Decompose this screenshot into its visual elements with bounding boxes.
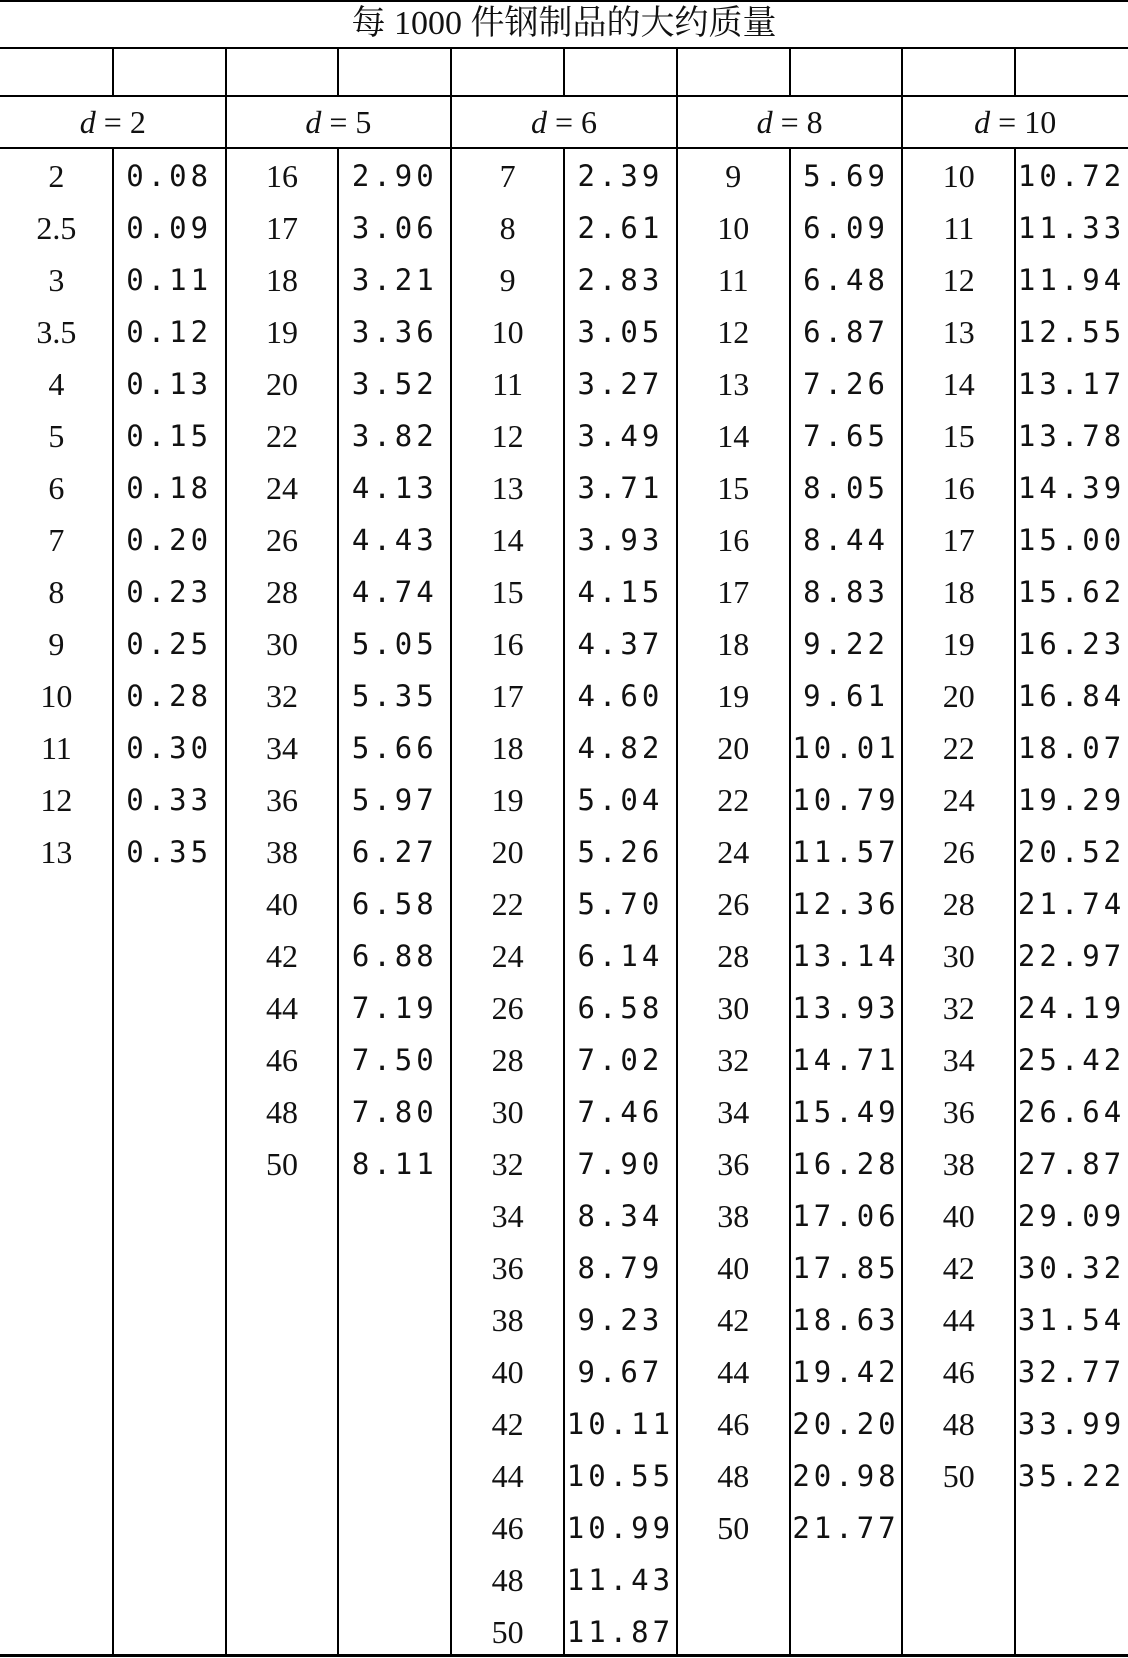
column-divider <box>112 48 114 96</box>
mass-value: 3.82 <box>351 419 438 453</box>
length-value: 10 <box>942 158 975 194</box>
mass-value: 3.52 <box>351 367 438 401</box>
mass-value: 11.33 <box>1017 211 1126 245</box>
mass-value: 6.58 <box>577 991 664 1025</box>
length-value: 13 <box>942 314 975 350</box>
length-value: 26 <box>265 522 298 558</box>
length-value: 19 <box>717 678 750 714</box>
length-value: 15 <box>942 418 975 454</box>
mass-value: 7.80 <box>351 1095 438 1129</box>
mass-value: 3.93 <box>577 523 664 557</box>
mass-value: 6.88 <box>351 939 438 973</box>
diameter-value: = 2 <box>95 104 146 140</box>
mass-value: 7.02 <box>577 1043 664 1077</box>
mass-value: 0.15 <box>126 419 213 453</box>
mass-value: 10.72 <box>1017 159 1126 193</box>
length-value: 48 <box>265 1094 298 1130</box>
length-value: 16 <box>265 158 298 194</box>
mass-value: 9.61 <box>803 679 889 713</box>
length-value: 38 <box>717 1198 750 1234</box>
mass-value: 19.42 <box>792 1355 900 1389</box>
diameter-label <box>902 96 1128 148</box>
length-value: 2 <box>48 158 65 194</box>
mass-value: 20.52 <box>1017 835 1126 869</box>
diameter-value: = 5 <box>321 104 372 140</box>
mass-value: 35.22 <box>1017 1459 1126 1493</box>
length-value: 44 <box>717 1354 750 1390</box>
mass-value: 19.29 <box>1017 783 1126 817</box>
mass-value: 5.05 <box>351 627 438 661</box>
mass-value: 13.78 <box>1017 419 1126 453</box>
mass-value: 21.74 <box>1017 887 1126 921</box>
length-value: 9 <box>725 158 742 194</box>
length-value: 12 <box>942 262 975 298</box>
length-value: 24 <box>265 470 298 506</box>
mass-value: 18.07 <box>1017 731 1126 765</box>
mass-value: 22.97 <box>1017 939 1126 973</box>
length-value: 28 <box>265 574 298 610</box>
length-value: 3 <box>48 262 65 298</box>
mass-value: 0.30 <box>126 731 213 765</box>
mass-value: 5.69 <box>803 159 889 193</box>
mass-value: 0.12 <box>126 315 213 349</box>
length-value: 38 <box>942 1146 975 1182</box>
length-value: 44 <box>942 1302 975 1338</box>
length-value: 17 <box>491 678 524 714</box>
length-value: 16 <box>717 522 750 558</box>
mass-value: 13.17 <box>1017 367 1126 401</box>
length-value: 19 <box>942 626 975 662</box>
length-value: 18 <box>717 626 750 662</box>
column-divider <box>789 48 791 96</box>
mass-value: 5.70 <box>577 887 664 921</box>
length-value: 9 <box>48 626 65 662</box>
length-value: 22 <box>265 418 298 454</box>
length-value: 46 <box>265 1042 298 1078</box>
mass-value: 20.98 <box>792 1459 900 1493</box>
mass-value: 5.35 <box>351 679 438 713</box>
mass-value: 6.09 <box>803 211 889 245</box>
mass-value: 13.14 <box>792 939 900 973</box>
mass-value: 15.00 <box>1017 523 1126 557</box>
mass-value: 2.83 <box>577 263 664 297</box>
length-value: 30 <box>717 990 750 1026</box>
length-value: 14 <box>942 366 975 402</box>
mass-value: 7.19 <box>351 991 438 1025</box>
length-value: 16 <box>942 470 975 506</box>
length-value: 34 <box>491 1198 524 1234</box>
mass-value: 7.65 <box>803 419 889 453</box>
length-value: 24 <box>491 938 524 974</box>
mass-value: 21.77 <box>792 1511 900 1545</box>
mass-value: 2.90 <box>351 159 438 193</box>
length-value: 5 <box>48 418 65 454</box>
mass-value: 10.11 <box>566 1407 675 1441</box>
diameter-symbol: d <box>530 104 547 140</box>
length-value: 12 <box>40 782 73 818</box>
mass-value: 27.87 <box>1017 1147 1126 1181</box>
length-value: 9 <box>499 262 516 298</box>
mass-value: 15.62 <box>1017 575 1126 609</box>
length-value: 13 <box>717 366 750 402</box>
mass-value: 7.26 <box>803 367 889 401</box>
mass-value: 4.82 <box>577 731 664 765</box>
mass-value: 6.87 <box>803 315 889 349</box>
length-value: 7 <box>499 158 516 194</box>
column-divider <box>337 48 339 96</box>
diameter-label <box>226 96 452 148</box>
mass-value: 33.99 <box>1017 1407 1126 1441</box>
mass-value: 4.37 <box>577 627 664 661</box>
length-value: 32 <box>717 1042 750 1078</box>
mass-value: 15.49 <box>792 1095 900 1129</box>
length-value: 16 <box>491 626 524 662</box>
mass-value: 0.18 <box>126 471 213 505</box>
mass-value: 16.23 <box>1017 627 1126 661</box>
length-value: 12 <box>491 418 524 454</box>
length-value: 10 <box>40 678 73 714</box>
mass-value: 4.15 <box>577 575 664 609</box>
length-value: 11 <box>492 366 523 402</box>
mass-value: 0.08 <box>126 159 213 193</box>
length-value: 26 <box>942 834 975 870</box>
mass-value: 26.64 <box>1017 1095 1126 1129</box>
length-value: 30 <box>942 938 975 974</box>
mass-value: 9.23 <box>577 1303 664 1337</box>
mass-value: 11.43 <box>566 1563 675 1597</box>
mass-value: 6.48 <box>803 263 889 297</box>
length-value: 19 <box>491 782 524 818</box>
mass-value: 17.06 <box>792 1199 900 1233</box>
length-value: 6 <box>48 470 65 506</box>
length-value: 18 <box>491 730 524 766</box>
length-value: 42 <box>942 1250 975 1286</box>
length-value: 11 <box>40 730 72 766</box>
mass-value: 5.04 <box>577 783 664 817</box>
length-value: 13 <box>40 834 73 870</box>
mass-value: 8.34 <box>577 1199 664 1233</box>
mass-value: 5.26 <box>577 835 664 869</box>
column-divider <box>563 48 565 96</box>
length-value: 30 <box>491 1094 524 1130</box>
mass-value: 20.20 <box>792 1407 900 1441</box>
mass-value: 8.44 <box>803 523 889 557</box>
length-value: 40 <box>265 886 298 922</box>
length-value: 50 <box>265 1146 298 1182</box>
mass-value: 7.90 <box>577 1147 664 1181</box>
length-value: 46 <box>942 1354 975 1390</box>
length-value: 24 <box>942 782 975 818</box>
mass-value: 10.99 <box>566 1511 675 1545</box>
length-value: 40 <box>717 1250 750 1286</box>
mass-value: 9.22 <box>803 627 889 661</box>
length-value: 10 <box>717 210 750 246</box>
length-value: 22 <box>491 886 524 922</box>
mass-value: 3.71 <box>577 471 664 505</box>
mass-value: 8.11 <box>351 1147 438 1181</box>
mass-value: 4.13 <box>351 471 438 505</box>
mass-value: 24.19 <box>1017 991 1126 1025</box>
length-value: 19 <box>265 314 298 350</box>
length-value: 48 <box>717 1458 750 1494</box>
mass-value: 5.97 <box>351 783 438 817</box>
mass-value: 10.55 <box>566 1459 675 1493</box>
length-value: 20 <box>265 366 298 402</box>
length-value: 4 <box>48 366 65 402</box>
length-value: 28 <box>491 1042 524 1078</box>
length-value: 42 <box>265 938 298 974</box>
length-value: 30 <box>265 626 298 662</box>
length-value: 34 <box>265 730 298 766</box>
length-value: 40 <box>942 1198 975 1234</box>
length-value: 48 <box>942 1406 975 1442</box>
length-value: 50 <box>717 1510 750 1546</box>
mass-value: 6.58 <box>351 887 438 921</box>
length-value: 11 <box>943 210 975 246</box>
length-value: 17 <box>265 210 298 246</box>
mass-value: 12.55 <box>1017 315 1126 349</box>
length-value: 38 <box>491 1302 524 1338</box>
mass-value: 3.06 <box>351 211 438 245</box>
length-value: 32 <box>265 678 298 714</box>
length-value: 22 <box>942 730 975 766</box>
mass-value: 3.05 <box>577 315 664 349</box>
mass-value: 8.83 <box>803 575 889 609</box>
mass-value: 6.14 <box>577 939 664 973</box>
mass-value: 16.28 <box>792 1147 900 1181</box>
mass-value: 11.94 <box>1017 263 1126 297</box>
length-value: 13 <box>491 470 524 506</box>
mass-value: 11.57 <box>792 835 900 869</box>
length-value: 17 <box>717 574 750 610</box>
diameter-label <box>451 96 677 148</box>
diameter-value: = 10 <box>990 104 1057 140</box>
length-value: 34 <box>942 1042 975 1078</box>
length-value: 26 <box>717 886 750 922</box>
length-value: 44 <box>491 1458 524 1494</box>
mass-value: 25.42 <box>1017 1043 1126 1077</box>
mass-value: 0.28 <box>126 679 213 713</box>
length-value: 22 <box>717 782 750 818</box>
mass-value: 0.13 <box>126 367 213 401</box>
length-value: 12 <box>717 314 750 350</box>
length-value: 3.5 <box>36 314 77 350</box>
mass-value: 4.60 <box>577 679 664 713</box>
mass-value: 10.01 <box>792 731 900 765</box>
diameter-value: = 8 <box>772 104 823 140</box>
length-value: 42 <box>717 1302 750 1338</box>
length-value: 46 <box>717 1406 750 1442</box>
length-value: 11 <box>717 262 749 298</box>
length-value: 24 <box>717 834 750 870</box>
length-value: 36 <box>491 1250 524 1286</box>
mass-value: 30.32 <box>1017 1251 1126 1285</box>
mass-value: 29.09 <box>1017 1199 1126 1233</box>
mass-value: 7.50 <box>351 1043 438 1077</box>
length-value: 17 <box>942 522 975 558</box>
length-value: 18 <box>265 262 298 298</box>
mass-value: 2.61 <box>577 211 664 245</box>
mass-value: 3.49 <box>577 419 664 453</box>
mass-value: 6.27 <box>351 835 438 869</box>
length-value: 32 <box>491 1146 524 1182</box>
length-value: 36 <box>717 1146 750 1182</box>
length-value: 50 <box>491 1614 524 1650</box>
length-value: 14 <box>491 522 524 558</box>
length-value: 26 <box>491 990 524 1026</box>
mass-value: 3.36 <box>351 315 438 349</box>
mass-value: 14.71 <box>792 1043 900 1077</box>
diameter-label <box>0 96 226 148</box>
length-value: 2.5 <box>36 210 77 246</box>
length-value: 36 <box>942 1094 975 1130</box>
diameter-value: = 6 <box>546 104 597 140</box>
diameter-symbol: d <box>305 104 322 140</box>
mass-value: 31.54 <box>1017 1303 1126 1337</box>
length-value: 15 <box>717 470 750 506</box>
mass-value: 12.36 <box>792 887 900 921</box>
length-value: 8 <box>499 210 516 246</box>
diameter-label <box>677 96 903 148</box>
mass-value: 32.77 <box>1017 1355 1126 1389</box>
length-value: 20 <box>717 730 750 766</box>
mass-value: 0.09 <box>126 211 213 245</box>
length-value: 14 <box>717 418 750 454</box>
column-divider <box>1014 48 1016 96</box>
length-value: 28 <box>942 886 975 922</box>
mass-value: 8.79 <box>577 1251 664 1285</box>
diameter-symbol: d <box>756 104 773 140</box>
mass-value: 9.67 <box>577 1355 664 1389</box>
rule-line <box>0 0 1128 2</box>
mass-value: 4.74 <box>351 575 438 609</box>
length-value: 40 <box>491 1354 524 1390</box>
diameter-symbol: d <box>79 104 96 140</box>
mass-value: 3.21 <box>351 263 438 297</box>
length-value: 34 <box>717 1094 750 1130</box>
length-value: 20 <box>491 834 524 870</box>
mass-value: 0.25 <box>126 627 213 661</box>
length-value: 50 <box>942 1458 975 1494</box>
mass-value: 0.20 <box>126 523 213 557</box>
length-value: 44 <box>265 990 298 1026</box>
length-value: 32 <box>942 990 975 1026</box>
mass-value: 0.33 <box>126 783 213 817</box>
mass-value: 17.85 <box>792 1251 900 1285</box>
length-value: 36 <box>265 782 298 818</box>
mass-value: 8.05 <box>803 471 889 505</box>
mass-value: 16.84 <box>1017 679 1126 713</box>
length-value: 7 <box>48 522 65 558</box>
length-value: 38 <box>265 834 298 870</box>
length-value: 10 <box>491 314 524 350</box>
length-value: 15 <box>491 574 524 610</box>
mass-value: 4.43 <box>351 523 438 557</box>
length-value: 46 <box>491 1510 524 1546</box>
mass-value: 11.87 <box>566 1615 675 1649</box>
mass-value: 10.79 <box>792 783 900 817</box>
mass-value: 18.63 <box>792 1303 900 1337</box>
length-value: 48 <box>491 1562 524 1598</box>
mass-value: 3.27 <box>577 367 664 401</box>
mass-value: 13.93 <box>792 991 900 1025</box>
length-value: 28 <box>717 938 750 974</box>
length-value: 18 <box>942 574 975 610</box>
diameter-symbol: d <box>974 104 991 140</box>
length-value: 20 <box>942 678 975 714</box>
mass-value: 0.35 <box>126 835 213 869</box>
mass-value: 7.46 <box>577 1095 664 1129</box>
mass-value: 2.39 <box>577 159 664 193</box>
mass-value: 14.39 <box>1017 471 1126 505</box>
table-title: 每 1000 件钢制品的大约质量 <box>351 5 777 42</box>
mass-value: 0.11 <box>126 263 213 297</box>
length-value: 42 <box>491 1406 524 1442</box>
mass-value: 0.23 <box>126 575 213 609</box>
length-value: 8 <box>48 574 65 610</box>
mass-value: 5.66 <box>351 731 438 765</box>
